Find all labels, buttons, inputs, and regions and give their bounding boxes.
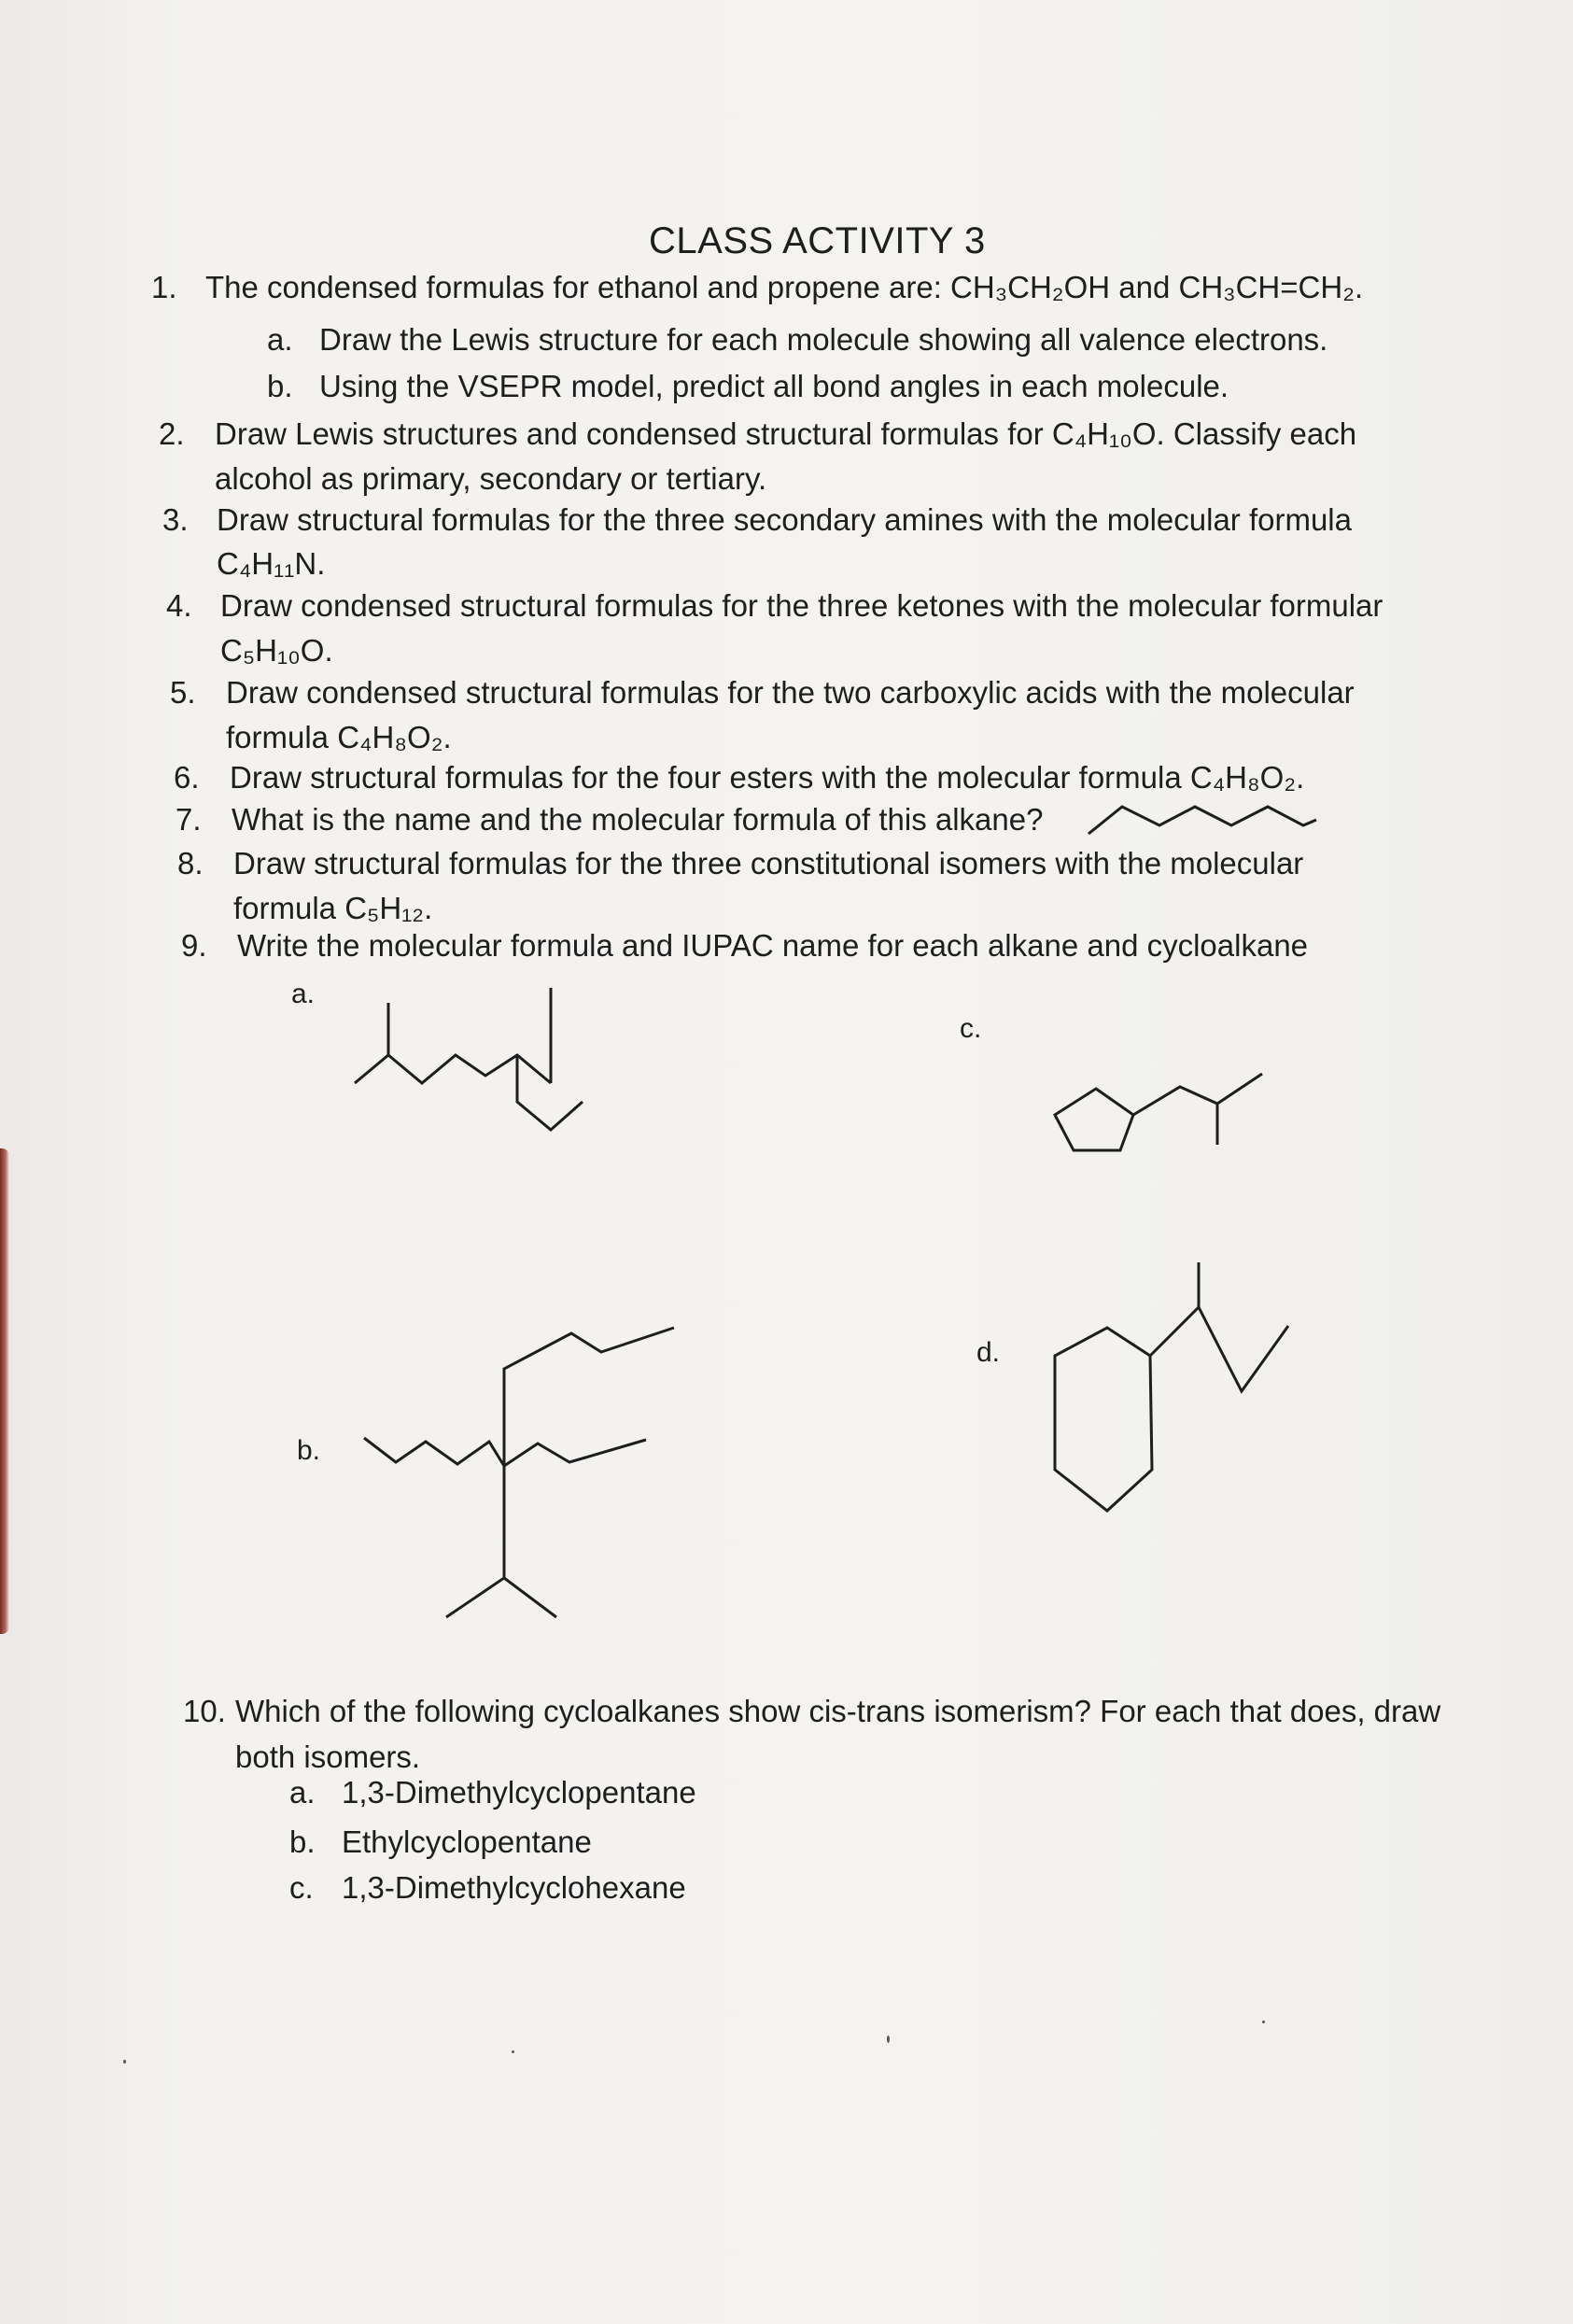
paper-speck: [512, 2050, 514, 2053]
question-number: 4.: [166, 588, 192, 623]
question-number: 2.: [159, 416, 185, 451]
structure-c-cyclopentyl-alkane: [1055, 1074, 1262, 1150]
question-number: 3.: [162, 502, 189, 537]
paper-speck: [1262, 2021, 1265, 2023]
question-number: 5.: [170, 675, 196, 710]
question-text: Draw structural formulas for the three secondary amines with the molecular formula: [217, 502, 1352, 537]
question-5-continuation: formula C₄H₈O₂.: [226, 720, 452, 754]
question-number: 1.: [151, 270, 177, 304]
question-number: 9.: [181, 928, 207, 963]
structure-a-branched-alkane: [355, 988, 583, 1130]
question-text: Draw condensed structural formulas for the two carboxylic acids with the molecular: [226, 675, 1355, 710]
question-number: 10.: [183, 1694, 226, 1728]
sub-letter: a.: [267, 322, 293, 357]
question-10-continuation: both isomers.: [235, 1739, 421, 1774]
structure-a-label: a.: [291, 979, 316, 1009]
sub-text: 1,3-Dimethylcyclohexane: [342, 1870, 686, 1905]
question-8-continuation: formula C₅H₁₂.: [233, 891, 433, 925]
question-text: Draw structural formulas for the three constitutional isomers with the molecular: [233, 846, 1304, 880]
sub-letter: b.: [267, 369, 293, 403]
sub-text: Ethylcyclopentane: [342, 1824, 592, 1859]
question-text: The condensed formulas for ethanol and propene are: CH₃CH₂OH and CH₃CH=CH₂.: [205, 270, 1364, 304]
question-number: 8.: [177, 846, 204, 880]
structure-d-cyclohexyl-alkane: [1055, 1262, 1288, 1511]
structure-b-branched-alkane: [364, 1328, 674, 1617]
sub-text: 1,3-Dimethylcyclopentane: [342, 1775, 696, 1810]
sub-letter: c.: [289, 1870, 314, 1905]
paper-speck: [887, 2035, 890, 2043]
question-number: 6.: [174, 760, 200, 795]
structure-b-label: b.: [297, 1435, 321, 1466]
question-3-continuation: C₄H₁₁N.: [217, 546, 326, 581]
page-title: CLASS ACTIVITY 3: [649, 220, 986, 261]
sub-text: Using the VSEPR model, predict all bond angles in each molecule.: [319, 369, 1229, 403]
sub-letter: b.: [289, 1824, 316, 1859]
sub-text: Draw the Lewis structure for each molecule showing all valence electrons.: [319, 322, 1328, 357]
question-text: Draw condensed structural formulas for the three ketones with the molecular formular: [220, 588, 1383, 623]
question-number: 7.: [176, 802, 202, 837]
question-text: Write the molecular formula and IUPAC name for each alkane and cycloalkane: [237, 928, 1309, 963]
structure-d-label: d.: [976, 1337, 1001, 1368]
question-text: Draw Lewis structures and condensed structural formulas for C₄H₁₀O. Classify each: [215, 416, 1357, 451]
paper-speck: [123, 2060, 126, 2063]
question-text: Which of the following cycloalkanes show cis-trans isomerism? For each that does, draw: [235, 1694, 1441, 1728]
question-text: What is the name and the molecular formula of this alkane?: [232, 802, 1044, 837]
question-4-continuation: C₅H₁₀O.: [220, 633, 333, 668]
question-text: Draw structural formulas for the four esters with the molecular formula C₄H₈O₂.: [230, 760, 1305, 795]
structure-c-label: c.: [960, 1013, 982, 1044]
question-2-continuation: alcohol as primary, secondary or tertiary.: [215, 461, 767, 496]
sub-letter: a.: [289, 1775, 316, 1810]
